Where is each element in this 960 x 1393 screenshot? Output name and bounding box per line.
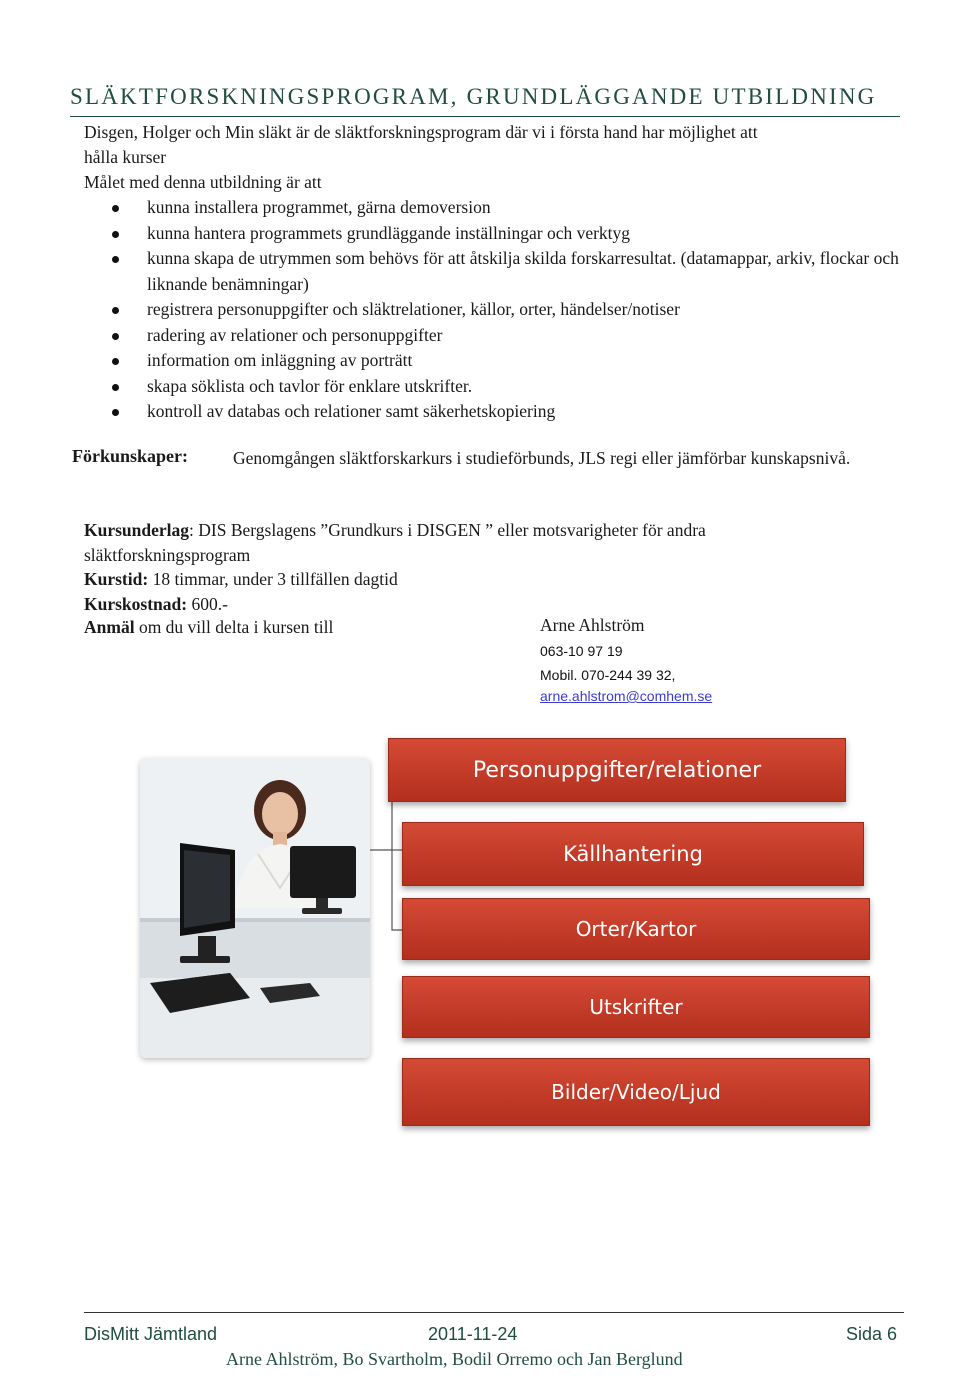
category-box-personuppgifter: Personuppgifter/relationer — [388, 738, 846, 802]
category-box-bilder: Bilder/Video/Ljud — [402, 1058, 870, 1126]
category-box-utskrifter: Utskrifter — [402, 976, 870, 1038]
contact-name: Arne Ahlström — [540, 615, 645, 635]
prerequisites-label: Förkunskaper: — [72, 446, 189, 466]
course-cost: Kurskostnad: 600.- — [84, 593, 228, 614]
intro-line-1: Disgen, Holger och Min släkt är de släktforskningsprogram där vi i första hand har möjlighet att — [84, 122, 758, 142]
footer-date: 2011-11-24 — [428, 1324, 518, 1344]
list-item: kunna skapa de utrymmen som behövs för att åtskilja skilda forskarresultat. (datamappar, arkiv, flockar och liknande benämningar) — [110, 246, 910, 297]
footer-page-number: Sida 6 — [846, 1324, 898, 1344]
contact-phone: 063-10 97 19 — [540, 643, 623, 659]
intro-line-3: Målet med denna utbildning är att — [84, 172, 322, 192]
list-item: information om inläggning av porträtt — [110, 348, 910, 374]
footer-authors: Arne Ahlström, Bo Svartholm, Bodil Orremo och Jan Berglund — [226, 1349, 683, 1369]
course-material: Kursunderlag: DIS Bergslagens ”Grundkurs i DISGEN ” eller motsvarigheter för andra släktforskningsprogram — [84, 520, 706, 565]
contact-mobile: Mobil. 070-244 39 32, — [540, 667, 676, 683]
category-box-kallhantering: Källhantering — [402, 822, 864, 886]
list-item: kunna hantera programmets grundläggande inställningar och verktyg — [110, 221, 910, 247]
prerequisites-text: Genomgången släktforskarkurs i studieförbunds, JLS regi eller jämförbar kunskapsnivå. — [233, 448, 851, 468]
course-time: Kurstid: 18 timmar, under 3 tillfällen dagtid — [84, 569, 398, 589]
category-box-orter: Orter/Kartor — [402, 898, 870, 960]
contact-email-link[interactable]: arne.ahlstrom@comhem.se — [540, 688, 713, 704]
footer-divider — [84, 1312, 904, 1313]
list-item: registrera personuppgifter och släktrelationer, källor, orter, händelser/notiser — [110, 297, 910, 323]
signup-text: Anmäl om du vill delta i kursen till — [84, 617, 334, 637]
footer-organization: DisMitt Jämtland — [84, 1324, 218, 1344]
list-item: kontroll av databas och relationer samt säkerhetskopiering — [110, 399, 910, 425]
intro-line-2: hålla kurser — [84, 147, 167, 167]
list-item: skapa söklista och tavlor för enklare utskrifter. — [110, 374, 910, 400]
list-item: radering av relationer och personuppgifter — [110, 323, 910, 349]
list-item: kunna installera programmet, gärna demoversion — [110, 195, 910, 221]
page-title: SLÄKTFORSKNINGSPROGRAM, GRUNDLÄGGANDE UTBILDNING — [70, 84, 877, 109]
